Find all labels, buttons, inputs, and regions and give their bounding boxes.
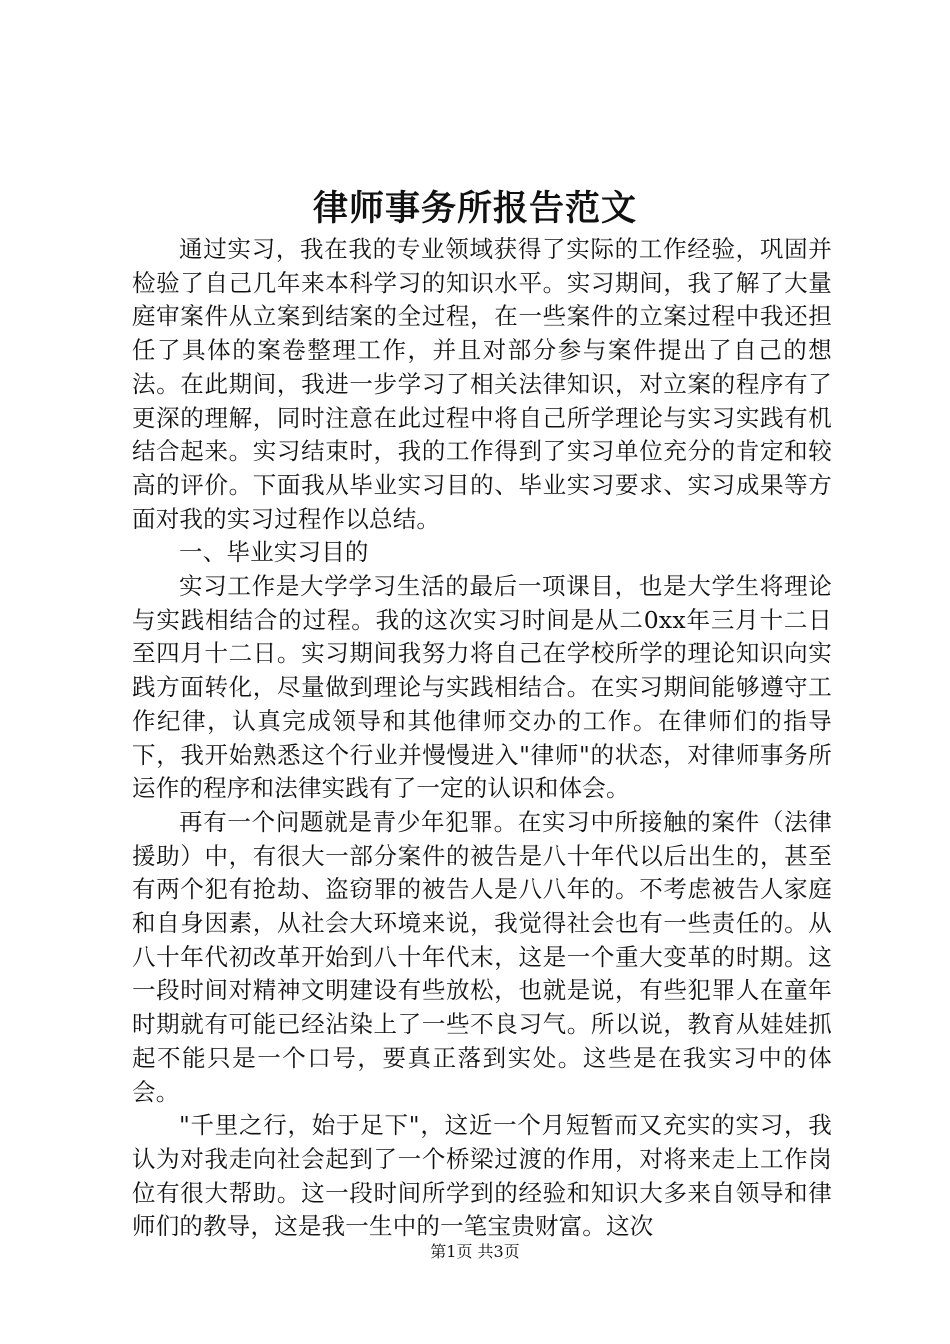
section-heading-internship-purpose: 一、毕业实习目的 [179,538,369,567]
paragraph-juvenile-crime: 再有一个问题就是青少年犯罪。在实习中所接触的案件（法律援助）中，有很大一部分案件的被告是八十年代以后出生的，甚至有两个犯有抢劫、盗窃罪的被告人是八八年的。不考虑被告人家庭和自身因素，从社会大环境来说，我觉得社会也有一些责任的。从八十年代初改革开始到八十年代末，这是一个重大变革的时期。这一段时间对精神文明建设有些放松，也就是说，有些犯罪人在童年时期就有可能已经沾染上了一些不良习气。所以说，教育从娃娃抓起不能只是一个口号，要真正落到实处。这些是在我实习中的体会。 [132,807,832,1106]
document-body [132,233,832,1244]
paragraph-conclusion: "千里之行，始于足下"，这近一个月短暂而又充实的实习，我认为对我走向社会起到了一个桥梁过渡的作用，对将来走上工作岗位有很大帮助。这一段时间所学到的经验和知识大多来自领导和律师们的教导，这是我一生中的一笔宝贵财富。这次 [132,1111,832,1241]
document-title: 律师事务所报告范文 [312,188,637,229]
page-number-footer: 第1页 共3页 [430,1242,520,1261]
paragraph-internship-purpose: 实习工作是大学学习生活的最后一项课目，也是大学生将理论与实践相结合的过程。我的这次实习时间是从二0xx年三月十二日至四月十二日。实习期间我努力将自己在学校所学的理论知识向实践方面转化，尽量做到理论与实践相结合。在实习期间能够遵守工作纪律，认真完成领导和其他律师交办的工作。在律师们的指导下，我开始熟悉这个行业并慢慢进入"律师"的状态，对律师事务所运作的程序和法律实践有了一定的认识和体会。 [132,572,832,803]
paragraph-intro: 通过实习，我在我的专业领域获得了实际的工作经验，巩固并检验了自己几年来本科学习的知识水平。实习期间，我了解了大量庭审案件从立案到结案的全过程，在一些案件的立案过程中我还担任了具体的案卷整理工作，并且对部分参与案件提出了自己的想法。在此期间，我进一步学习了相关法律知识，对立案的程序有了更深的理解，同时注意在此过程中将自己所学理论与实习实践有机结合起来。实习结束时，我的工作得到了实习单位充分的肯定和较高的评价。下面我从毕业实习目的、毕业实习要求、实习成果等方面对我的实习过程作以总结。 [132,235,832,533]
